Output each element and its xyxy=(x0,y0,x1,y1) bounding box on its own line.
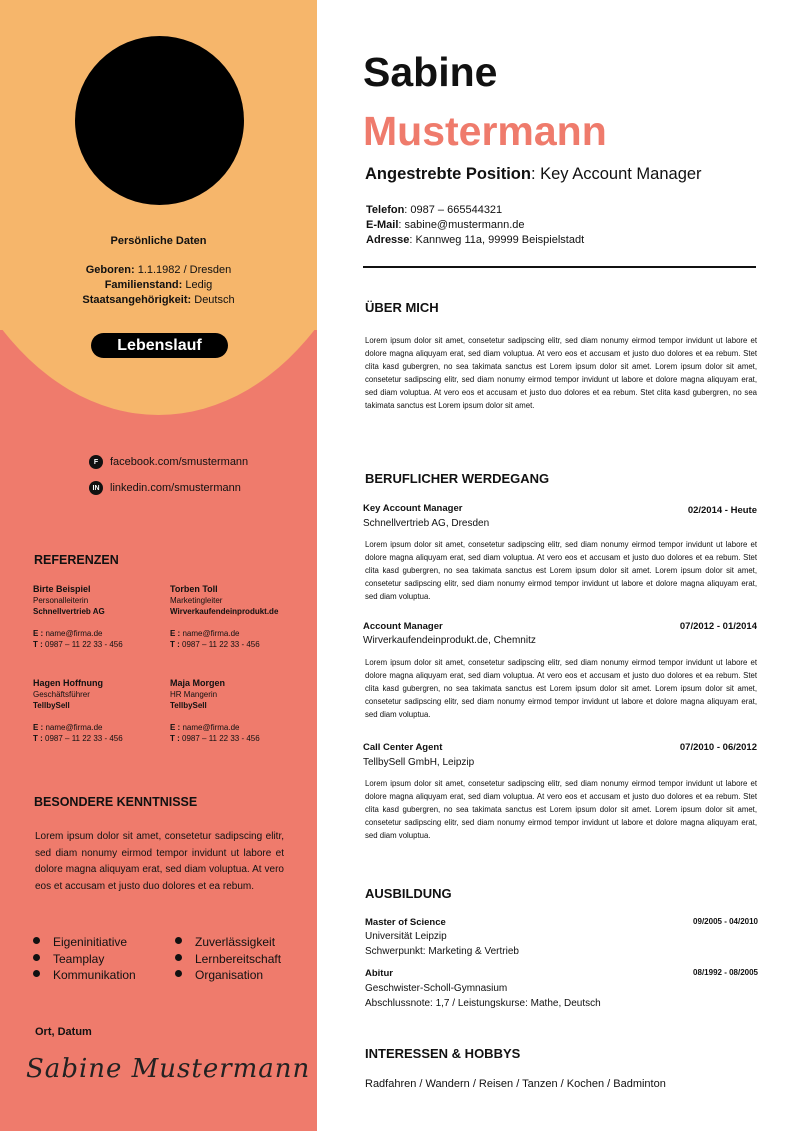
edu-2-date: 08/1992 - 08/2005 xyxy=(693,968,758,977)
contact-address: Adresse: Kannweg 11a, 99999 Beispielstadt xyxy=(366,234,585,246)
linkedin-icon: IN xyxy=(89,481,103,495)
skills-list-right xyxy=(175,934,281,984)
reference-3: Hagen Hoffnung Geschäftsführer TellbySell E : name@firma.de T : 0987 – 11 22 33 - 456 xyxy=(33,678,123,743)
edu-1-date: 09/2005 - 04/2010 xyxy=(693,917,758,926)
edu-1-line-1: Universität Leipzip xyxy=(365,931,447,942)
job-3-date: 07/2010 - 06/2012 xyxy=(679,742,757,753)
job-3-text: Lorem ipsum dolor sit amet, consetetur sadipscing elitr, sed diam nonumy eirmod tempor invidunt ut labore et dolore magna aliquyam erat, sed diam voluptua. At vero eos et accusam et justo duo dolores et ea rebum. Stet clita kasd gubergren, no sea takimata sanctus est Lorem ipsum dolor sit amet. Lorem ipsum dolor sit amet, consetetur sadipscing elitr, sed diam nonumy eirmod tempor invidunt ut labore et dolore magna aliquyam erat, sed diam voluptua. xyxy=(365,779,757,840)
social-facebook[interactable] xyxy=(89,455,248,469)
job-3-title: Call Center Agent xyxy=(363,742,443,753)
job-1-title: Key Account Manager xyxy=(363,503,463,514)
hobbies-text: Radfahren / Wandern / Reisen / Tanzen / Kochen / Badminton xyxy=(365,1078,666,1090)
first-name: Sabine xyxy=(363,49,498,95)
personal-status: Familienstand: Ledig xyxy=(104,279,213,291)
job-2-title: Account Manager xyxy=(363,621,443,632)
list-item: Eigeninitiative xyxy=(33,934,136,951)
lebenslauf-badge: Lebenslauf xyxy=(91,333,228,358)
experience-title: BERUFLICHER WERDEGANG xyxy=(365,471,550,486)
skills-list-left xyxy=(33,934,136,984)
list-item: Kommunikation xyxy=(33,967,136,984)
job-1-company: Schnellvertrieb AG, Dresden xyxy=(363,518,490,529)
reference-2: Torben Toll Marketingleiter Wirverkaufendeinprodukt.de E : name@firma.de T : 0987 – 11 22 33 - 456 xyxy=(170,584,279,649)
job-2-date: 07/2012 - 01/2014 xyxy=(679,621,757,632)
skills-title: BESONDERE KENNTNISSE xyxy=(34,795,198,809)
job-1-text: Lorem ipsum dolor sit amet, consetetur sadipscing elitr, sed diam nonumy eirmod tempor invidunt ut labore et dolore magna aliquyam erat, sed diam voluptua. At vero eos et accusam et justo duo dolores et ea rebum. Stet clita kasd gubergren, no sea takimata sanctus est Lorem ipsum dolor sit amet. Lorem ipsum dolor sit amet, consetetur sadipscing elitr, sed diam nonumy eirmod tempor invidunt ut labore et dolore magna aliquyam erat, sed diam voluptua. xyxy=(365,540,757,601)
list-item: Zuverlässigkeit xyxy=(175,934,281,951)
personal-birth: Geboren: 1.1.1982 / Dresden xyxy=(85,264,232,276)
target-position: Angestrebte Position: Key Account Manager xyxy=(365,165,702,183)
personal-data-title: Persönliche Daten xyxy=(110,235,207,247)
facebook-link[interactable]: facebook.com/smustermann xyxy=(110,456,249,468)
edu-2-title: Abitur xyxy=(365,968,393,979)
signature: Sabine Mustermann xyxy=(26,1054,311,1084)
education-title: AUSBILDUNG xyxy=(365,886,452,901)
edu-2-line-2: Abschlussnote: 1,7 / Leistungskurse: Mathe, Deutsch xyxy=(365,998,601,1009)
last-name: Mustermann xyxy=(363,108,607,154)
sidebar xyxy=(0,0,317,1131)
social-linkedin[interactable] xyxy=(89,481,241,495)
linkedin-link[interactable]: linkedin.com/smustermann xyxy=(110,482,241,494)
contact-email: E-Mail: sabine@mustermann.de xyxy=(366,219,525,231)
job-2-company: Wirverkaufendeinprodukt.de, Chemnitz xyxy=(363,635,536,646)
place-date-label: Ort, Datum xyxy=(35,1026,92,1038)
personal-nationality: Staatsangehörigkeit: Deutsch xyxy=(82,294,235,306)
job-1-date: 02/2014 - Heute xyxy=(687,505,757,516)
facebook-icon: F xyxy=(89,455,103,469)
edu-1-title: Master of Science xyxy=(365,917,446,928)
reference-1: Birte Beispiel Personalleiterin Schnellvertrieb AG E : name@firma.de T : 0987 – 11 22 33 - 456 xyxy=(33,584,123,649)
list-item: Organisation xyxy=(175,967,281,984)
about-text: Lorem ipsum dolor sit amet, consetetur sadipscing elitr, sed diam nonumy eirmod tempor invidunt ut labore et dolore magna aliquyam erat, sed diam voluptua. At vero eos et accusam et justo duo dolores et ea rebum. Stet clita kasd gubergren, no sea takimata sanctus est Lorem ipsum dolor sit amet. Lorem ipsum dolor sit amet, consetetur sadipscing elitr, sed diam nonumy eirmod tempor invidunt ut labore et dolore magna aliquyam erat, sed diam voluptua. At vero eos et accusam et justo duo dolores et ea rebum. Stet clita kasd gubergren, no sea takimata sanctus est Lorem ipsum dolor sit amet. xyxy=(365,336,757,410)
list-item: Lernbereitschaft xyxy=(175,951,281,968)
edu-1-line-2: Schwerpunkt: Marketing & Vertrieb xyxy=(365,946,519,957)
references-title: REFERENZEN xyxy=(34,553,119,567)
header-divider xyxy=(363,266,756,268)
contact-phone: Telefon: 0987 – 665544321 xyxy=(366,204,503,216)
job-3-company: TellbySell GmbH, Leipzip xyxy=(363,757,475,768)
reference-4: Maja Morgen HR Mangerin TellbySell E : name@firma.de T : 0987 – 11 22 33 - 456 xyxy=(170,678,260,743)
list-item: Teamplay xyxy=(33,951,136,968)
profile-photo xyxy=(75,36,244,205)
about-title: ÜBER MICH xyxy=(365,300,439,315)
edu-2-line-1: Geschwister-Scholl-Gymnasium xyxy=(365,983,508,994)
job-2-text: Lorem ipsum dolor sit amet, consetetur sadipscing elitr, sed diam nonumy eirmod tempor invidunt ut labore et dolore magna aliquyam erat, sed diam voluptua. At vero eos et accusam et justo duo dolores et ea rebum. Stet clita kasd gubergren, no sea takimata sanctus est Lorem ipsum dolor sit amet. Lorem ipsum dolor sit amet, consetetur sadipscing elitr, sed diam nonumy eirmod tempor invidunt ut labore et dolore magna aliquyam erat, sed diam voluptua. xyxy=(365,658,757,719)
skills-text: Lorem ipsum dolor sit amet, consetetur sadipscing elitr, sed diam nonumy eirmod tempor invidunt ut labore et dolore magna aliquyam erat, sed diam voluptua. At vero eos et accusam et justo duo dolores et ea rebum. xyxy=(35,831,284,892)
hobbies-title: INTERESSEN & HOBBYS xyxy=(365,1046,521,1061)
